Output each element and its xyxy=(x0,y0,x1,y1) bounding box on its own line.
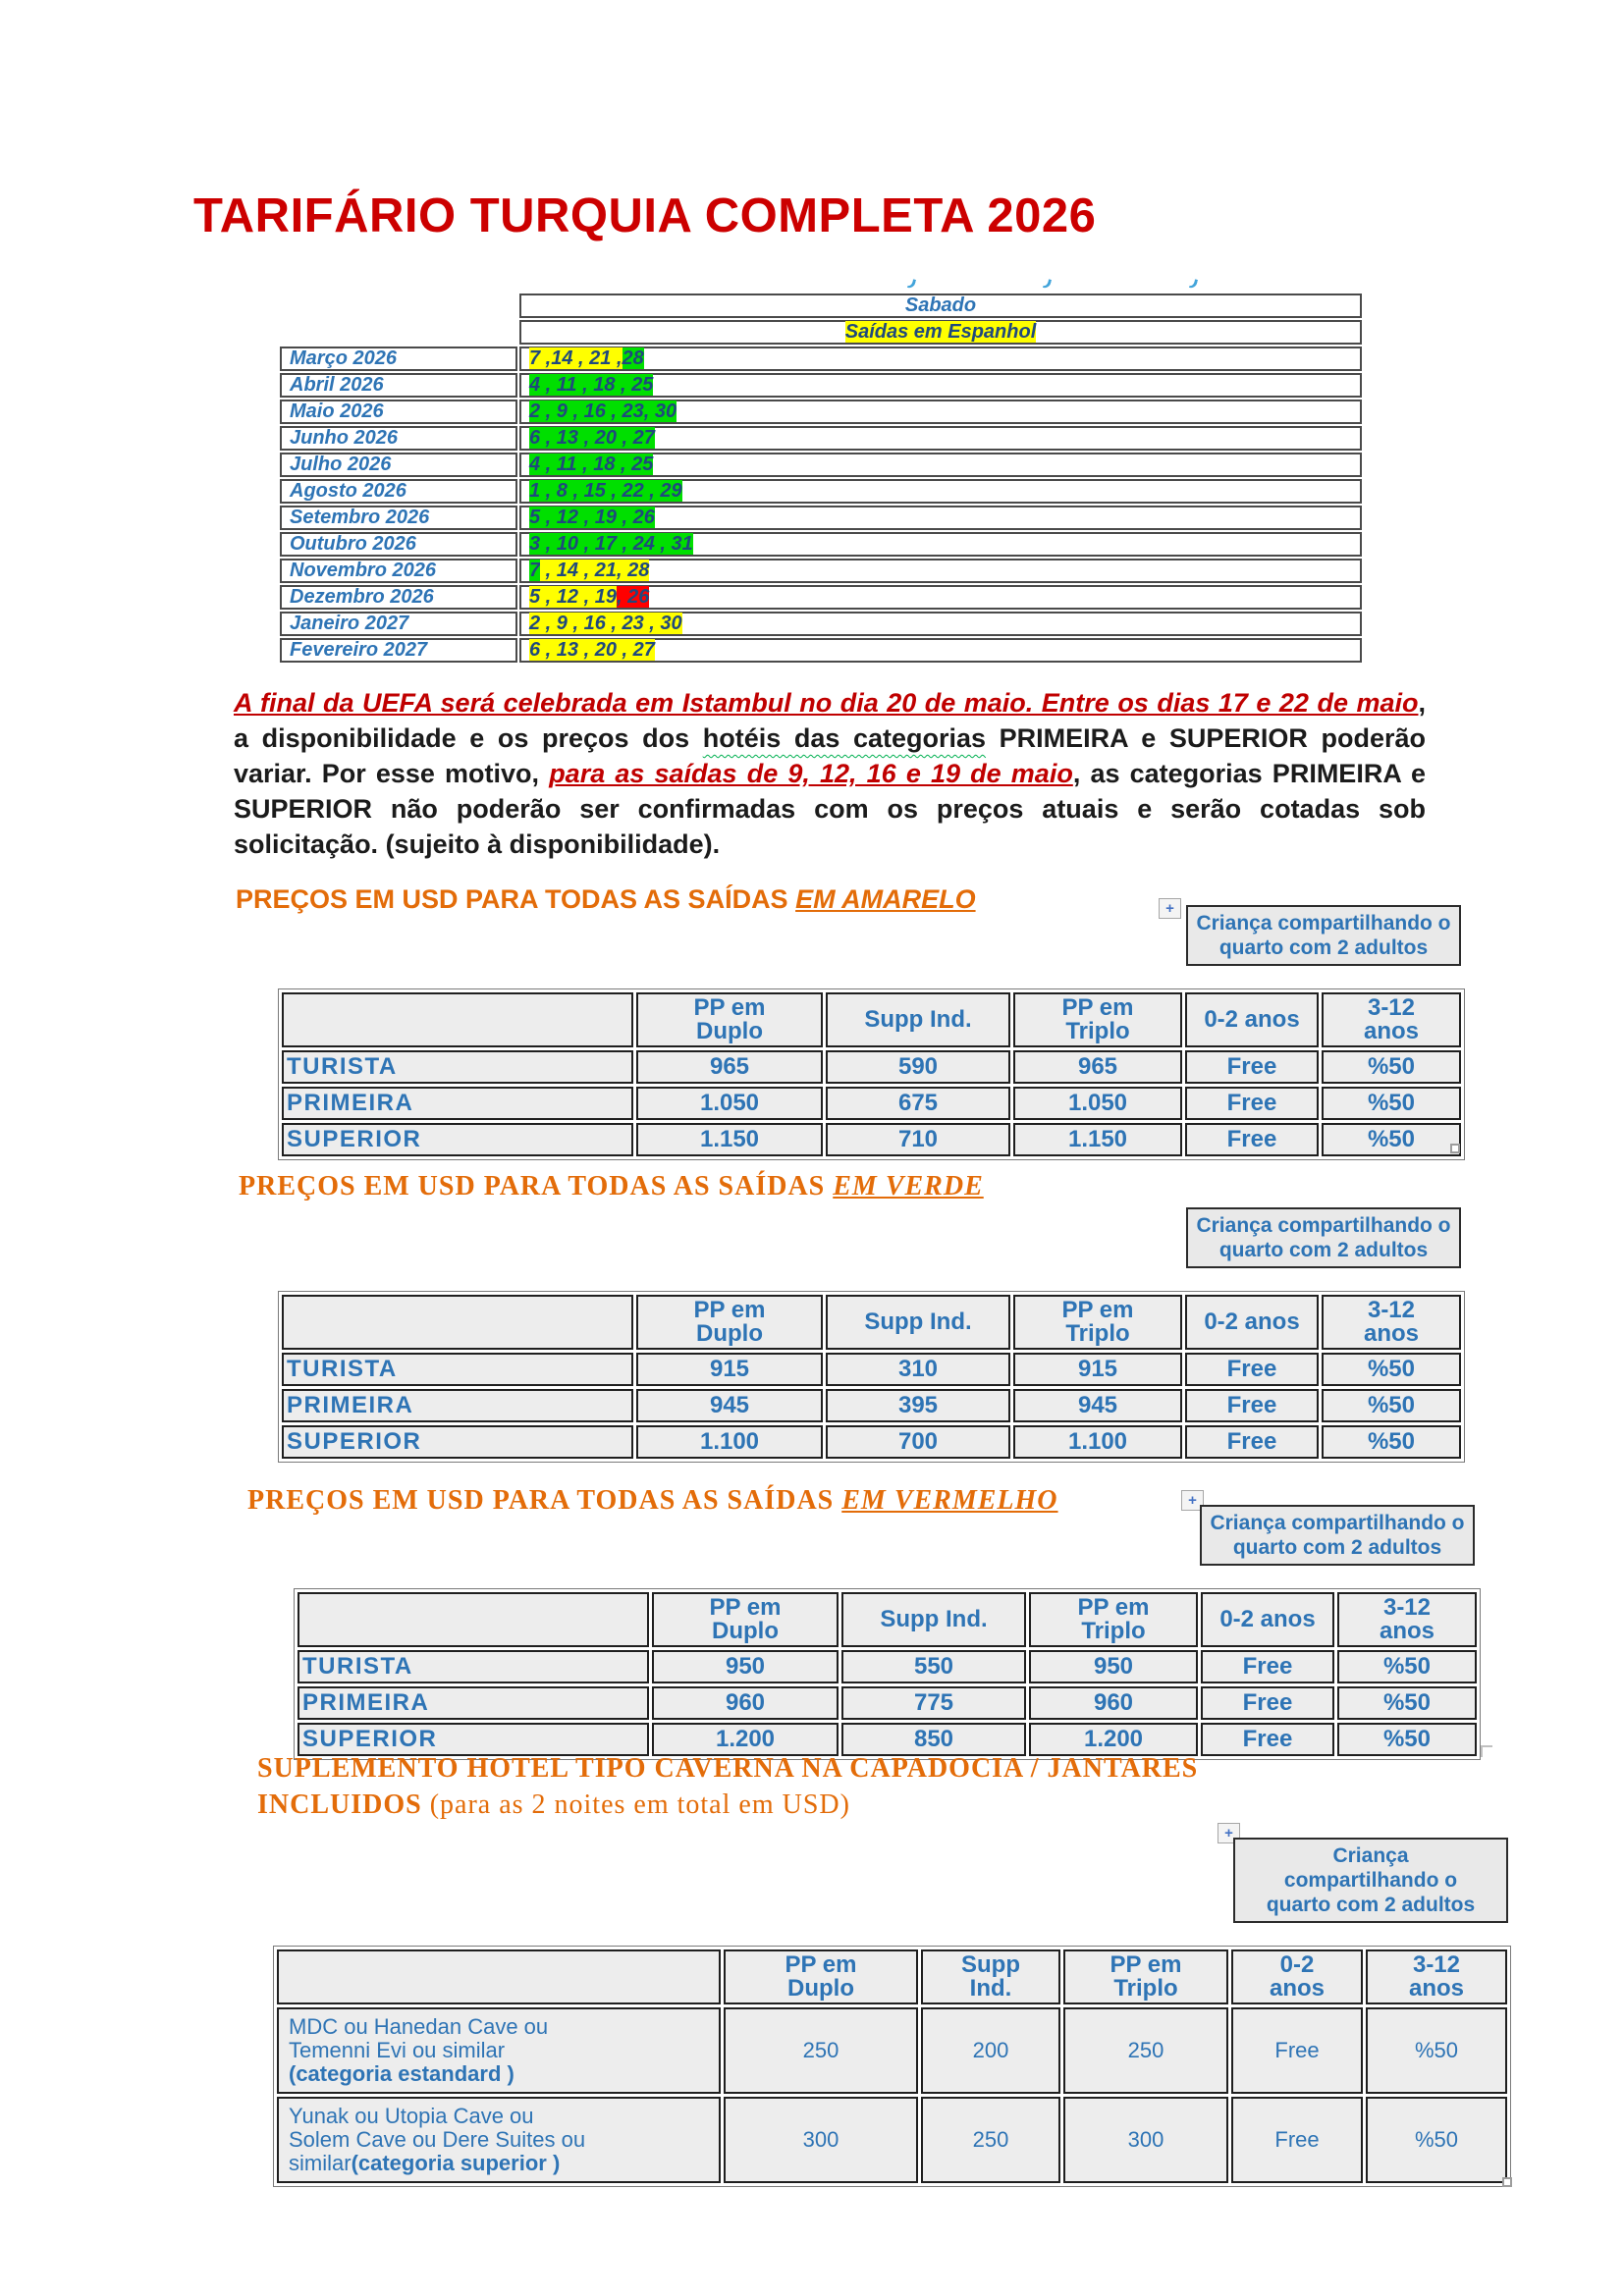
price-cell: %50 xyxy=(1322,1425,1461,1459)
departures-table xyxy=(278,292,1364,665)
column-header: Supp Ind. xyxy=(921,1949,1060,2004)
dates-cell xyxy=(519,479,1362,504)
dates-cell xyxy=(519,453,1362,477)
column-header: PP em Triplo xyxy=(1063,1949,1228,2004)
notice-spellcheck-segment: hotéis das categorias xyxy=(702,723,987,753)
column-header: Supp Ind. xyxy=(826,1295,1010,1350)
dates-cell xyxy=(519,373,1362,398)
price-cell: Free xyxy=(1201,1686,1334,1720)
table-row xyxy=(280,532,1362,557)
hotel-label-line xyxy=(289,2152,715,2175)
heading-emphasis: EM VERMELHO xyxy=(841,1485,1058,1516)
table-row xyxy=(280,612,1362,636)
price-cell: %50 xyxy=(1322,1087,1461,1120)
departure-dates-segment: 2 , 9 , 16 , 23, 30 xyxy=(529,400,677,422)
column-header: 3-12 anos xyxy=(1322,992,1461,1047)
spacer-cell xyxy=(280,294,517,318)
hotel-label-line: MDC ou Hanedan Cave ou xyxy=(289,2014,549,2039)
price-cell: 300 xyxy=(1063,2097,1228,2183)
month-cell: Janeiro 2027 xyxy=(280,612,517,636)
price-cell: Free xyxy=(1185,1087,1319,1120)
cropped-text-remnant xyxy=(1043,278,1052,289)
price-cell: 1.100 xyxy=(1013,1425,1182,1459)
price-cell: Free xyxy=(1185,1050,1319,1084)
price-cell: %50 xyxy=(1337,1686,1477,1720)
price-cell: 250 xyxy=(921,2097,1060,2183)
departure-dates-segment: 28 xyxy=(622,347,644,369)
price-cell: 950 xyxy=(1029,1650,1198,1683)
price-cell: Free xyxy=(1185,1123,1319,1156)
category-label: TURISTA xyxy=(298,1650,649,1683)
notice-red-segment: A final da UEFA será celebrada em Istambul no dia 20 de maio. Entre os dias 17 e 22 de maio xyxy=(234,688,1419,718)
category-label: PRIMEIRA xyxy=(282,1389,633,1422)
hotel-label-tail: similar xyxy=(289,2151,352,2175)
price-table-verde xyxy=(278,1291,1465,1463)
column-header: 3-12 anos xyxy=(1322,1295,1461,1350)
section-heading-verde xyxy=(239,1168,984,1204)
section-heading-suplemento xyxy=(257,1750,1219,1823)
column-header: 0-2 anos xyxy=(1231,1949,1363,2004)
price-cell: 1.150 xyxy=(636,1123,823,1156)
column-header: PP em Triplo xyxy=(1013,992,1182,1047)
departure-dates-segment: 7 ,14 , 21 , xyxy=(529,347,623,369)
table-row xyxy=(280,294,1362,318)
price-cell: Free xyxy=(1201,1723,1334,1756)
column-header: 3-12 anos xyxy=(1366,1949,1507,2004)
price-cell: %50 xyxy=(1322,1123,1461,1156)
column-header: PP em Triplo xyxy=(1029,1592,1198,1647)
price-cell: %50 xyxy=(1337,1650,1477,1683)
cropped-text-remnant xyxy=(907,278,916,289)
column-header: 0-2 anos xyxy=(1201,1592,1334,1647)
departure-dates-segment: , 26 xyxy=(616,586,650,608)
price-cell: 915 xyxy=(1013,1353,1182,1386)
heading-text: PREÇOS EM USD PARA TODAS AS SAÍDAS xyxy=(236,884,796,914)
price-cell: Free xyxy=(1231,2007,1363,2094)
price-cell: 1.050 xyxy=(636,1087,823,1120)
departure-dates-segment: 6 , 13 , 20 , 27 xyxy=(529,427,655,449)
price-cell: 675 xyxy=(826,1087,1010,1120)
table-resize-handle[interactable] xyxy=(1502,2177,1512,2187)
category-label: PRIMEIRA xyxy=(298,1686,649,1720)
section-heading-amarelo xyxy=(236,881,976,918)
price-cell: %50 xyxy=(1322,1050,1461,1084)
price-cell: 250 xyxy=(1063,2007,1228,2094)
notice-segment: PRIMEIRA e SUPERIOR poderão variar. Por esse motivo, xyxy=(234,723,1426,788)
price-cell: 310 xyxy=(826,1353,1010,1386)
departure-dates-segment: 5 , 12 , 19 , 26 xyxy=(529,507,655,528)
hotel-label-line: Solem Cave ou Dere Suites ou xyxy=(289,2127,586,2152)
table-row xyxy=(280,638,1362,663)
child-sharing-note: Criança compartilhando o quarto com 2 adultos xyxy=(1200,1505,1475,1566)
category-label: SUPERIOR xyxy=(298,1723,649,1756)
column-header xyxy=(277,1949,721,2004)
table-row xyxy=(282,1123,1461,1156)
heading-emphasis: EM AMARELO xyxy=(795,884,976,914)
price-cell: 950 xyxy=(652,1650,839,1683)
table-move-anchor-icon[interactable]: + xyxy=(1218,1823,1240,1843)
table-row xyxy=(282,1087,1461,1120)
day-header-cell: Sabado xyxy=(519,294,1362,318)
heading-note: (para as 2 noites em total em USD) xyxy=(429,1789,850,1820)
page-title: TARIFÁRIO TURQUIA COMPLETA 2026 xyxy=(193,189,1097,242)
month-cell: Novembro 2026 xyxy=(280,559,517,583)
month-cell: Junho 2026 xyxy=(280,426,517,451)
child-sharing-note: Criança compartilhando o quarto com 2 adultos xyxy=(1186,905,1461,966)
price-cell: 960 xyxy=(1029,1686,1198,1720)
price-cell: %50 xyxy=(1322,1353,1461,1386)
section-heading-vermelho xyxy=(247,1482,1058,1519)
table-row xyxy=(280,320,1362,345)
month-cell: Dezembro 2026 xyxy=(280,585,517,610)
heading-text: SUPLEMENTO HOTEL TIPO CAVERNA NA CAPADOCIA / JANTARES INCLUIDOS xyxy=(257,1753,1199,1820)
departure-dates-segment: , 14 , 21, 28 xyxy=(540,560,650,581)
hotel-label-line: Temenni Evi ou similar xyxy=(289,2038,506,2062)
column-header: Supp Ind. xyxy=(841,1592,1026,1647)
price-cell: 960 xyxy=(652,1686,839,1720)
category-label: TURISTA xyxy=(282,1353,633,1386)
category-label: SUPERIOR xyxy=(282,1123,633,1156)
table-row xyxy=(298,1686,1477,1720)
departure-dates-segment: 2 , 9 , 16 , 23 , 30 xyxy=(529,613,682,634)
table-header-row xyxy=(277,1949,1507,2004)
price-cell: 915 xyxy=(636,1353,823,1386)
price-cell: 965 xyxy=(636,1050,823,1084)
category-label: SUPERIOR xyxy=(282,1425,633,1459)
table-row xyxy=(280,506,1362,530)
table-row xyxy=(277,2097,1507,2183)
price-cell: Free xyxy=(1231,2097,1363,2183)
column-header: PP em Triplo xyxy=(1013,1295,1182,1350)
dates-cell xyxy=(519,585,1362,610)
table-row xyxy=(282,1050,1461,1084)
price-cell: Free xyxy=(1185,1425,1319,1459)
price-cell: %50 xyxy=(1366,2007,1507,2094)
month-cell: Julho 2026 xyxy=(280,453,517,477)
table-row xyxy=(280,426,1362,451)
child-sharing-note: Criança compartilhando o quarto com 2 adultos xyxy=(1186,1207,1461,1268)
hotel-label xyxy=(277,2007,721,2094)
table-row xyxy=(277,2007,1507,2094)
dates-cell xyxy=(519,612,1362,636)
month-cell: Maio 2026 xyxy=(280,400,517,424)
table-row xyxy=(280,400,1362,424)
month-cell: Março 2026 xyxy=(280,347,517,371)
price-cell: 590 xyxy=(826,1050,1010,1084)
dates-cell xyxy=(519,400,1362,424)
column-header: 3-12 anos xyxy=(1337,1592,1477,1647)
departure-dates-segment: 3 , 10 , 17 , 24 , 31 xyxy=(529,533,693,555)
table-row xyxy=(280,559,1362,583)
hotel-label-line xyxy=(289,2062,715,2086)
price-cell: 1.200 xyxy=(652,1723,839,1756)
category-label: TURISTA xyxy=(282,1050,633,1084)
column-header: 0-2 anos xyxy=(1185,992,1319,1047)
price-cell: %50 xyxy=(1366,2097,1507,2183)
dates-cell xyxy=(519,559,1362,583)
month-cell: Outubro 2026 xyxy=(280,532,517,557)
price-cell: 200 xyxy=(921,2007,1060,2094)
table-resize-handle[interactable] xyxy=(1450,1144,1460,1153)
category-label: PRIMEIRA xyxy=(282,1087,633,1120)
dates-cell xyxy=(519,638,1362,663)
price-cell: %50 xyxy=(1337,1723,1477,1756)
hotel-label-line: Yunak ou Utopia Cave ou xyxy=(289,2104,534,2128)
month-cell: Setembro 2026 xyxy=(280,506,517,530)
heading-text: PREÇOS EM USD PARA TODAS AS SAÍDAS xyxy=(239,1171,834,1201)
spacer-cell xyxy=(280,320,517,345)
price-cell: 300 xyxy=(724,2097,918,2183)
hotel-label xyxy=(277,2097,721,2183)
price-table-amarelo xyxy=(278,988,1465,1160)
cropped-text-remnant xyxy=(1189,278,1198,289)
heading-emphasis: EM VERDE xyxy=(833,1171,984,1201)
month-cell: Fevereiro 2027 xyxy=(280,638,517,663)
price-cell: Free xyxy=(1185,1353,1319,1386)
departure-dates-segment: 5 , 12 , 19 xyxy=(529,586,617,608)
column-header: PP em Duplo xyxy=(636,1295,823,1350)
price-cell: 1.200 xyxy=(1029,1723,1198,1756)
table-row xyxy=(282,1389,1461,1422)
table-row xyxy=(282,1353,1461,1386)
dates-cell xyxy=(519,347,1362,371)
notice-segment: , as categorias PRIMEIRA e SUPERIOR não poderão ser confirmadas com os preços atuais e serão cotadas sob solicitação. (sujeito à disponibilidade). xyxy=(234,759,1426,859)
column-header xyxy=(298,1592,649,1647)
heading-text: PREÇOS EM USD PARA TODAS AS SAÍDAS xyxy=(247,1485,842,1516)
price-cell: Free xyxy=(1201,1650,1334,1683)
dates-cell xyxy=(519,532,1362,557)
price-cell: 710 xyxy=(826,1123,1010,1156)
table-row xyxy=(280,347,1362,371)
price-cell: Free xyxy=(1185,1389,1319,1422)
month-cell: Agosto 2026 xyxy=(280,479,517,504)
table-move-anchor-icon[interactable]: + xyxy=(1159,898,1181,919)
departure-dates-segment: 1 , 8 , 15 , 22 , 29 xyxy=(529,480,682,502)
table-move-anchor-icon[interactable]: + xyxy=(1181,1490,1204,1511)
price-cell: 1.100 xyxy=(636,1425,823,1459)
price-cell: 945 xyxy=(636,1389,823,1422)
column-header: PP em Duplo xyxy=(724,1949,918,2004)
table-row xyxy=(280,373,1362,398)
price-cell: 550 xyxy=(841,1650,1026,1683)
price-table-vermelho xyxy=(294,1588,1481,1760)
table-row xyxy=(282,1425,1461,1459)
table-header-row xyxy=(282,992,1461,1047)
price-cell: 395 xyxy=(826,1389,1010,1422)
notice-red-segment: para as saídas de 9, 12, 16 e 19 de maio xyxy=(549,759,1073,788)
departure-dates-segment: 6 , 13 , 20 , 27 xyxy=(529,639,655,661)
uefa-notice-paragraph xyxy=(234,685,1426,862)
table-row xyxy=(280,453,1362,477)
column-header: Supp Ind. xyxy=(826,992,1010,1047)
hotel-category-label: (categoria estandard ) xyxy=(289,2061,514,2086)
column-header: 0-2 anos xyxy=(1185,1295,1319,1350)
departure-dates-segment: 4 , 11 , 18 , 25 xyxy=(529,374,654,396)
price-cell: 250 xyxy=(724,2007,918,2094)
column-header xyxy=(282,1295,633,1350)
child-sharing-note: Criança compartilhando o quarto com 2 adultos xyxy=(1233,1838,1508,1923)
month-cell: Abril 2026 xyxy=(280,373,517,398)
table-row xyxy=(280,585,1362,610)
price-cell: 850 xyxy=(841,1723,1026,1756)
dates-cell xyxy=(519,426,1362,451)
departure-dates-segment: 4 , 11 , 18 , 25 xyxy=(529,454,654,475)
departure-dates-segment: 7 xyxy=(529,560,541,581)
table-row xyxy=(298,1650,1477,1683)
table-header-row xyxy=(298,1592,1477,1647)
table-header-row xyxy=(282,1295,1461,1350)
dates-cell xyxy=(519,506,1362,530)
price-cell: 1.150 xyxy=(1013,1123,1182,1156)
column-header: PP em Duplo xyxy=(652,1592,839,1647)
table-row xyxy=(280,479,1362,504)
table-resize-handle[interactable] xyxy=(1481,1745,1492,1757)
hotel-category-label: (categoria superior ) xyxy=(351,2151,561,2175)
price-cell: 775 xyxy=(841,1686,1026,1720)
price-cell: 965 xyxy=(1013,1050,1182,1084)
language-header-cell xyxy=(519,320,1362,345)
language-header-label: Saídas em Espanhol xyxy=(844,321,1037,343)
cave-hotel-supplement-table xyxy=(273,1946,1511,2187)
price-cell: 700 xyxy=(826,1425,1010,1459)
column-header xyxy=(282,992,633,1047)
price-cell: %50 xyxy=(1322,1389,1461,1422)
column-header: PP em Duplo xyxy=(636,992,823,1047)
price-cell: 945 xyxy=(1013,1389,1182,1422)
notice-segment: , a disponibilidade e os preços dos xyxy=(234,688,1426,753)
price-cell: 1.050 xyxy=(1013,1087,1182,1120)
